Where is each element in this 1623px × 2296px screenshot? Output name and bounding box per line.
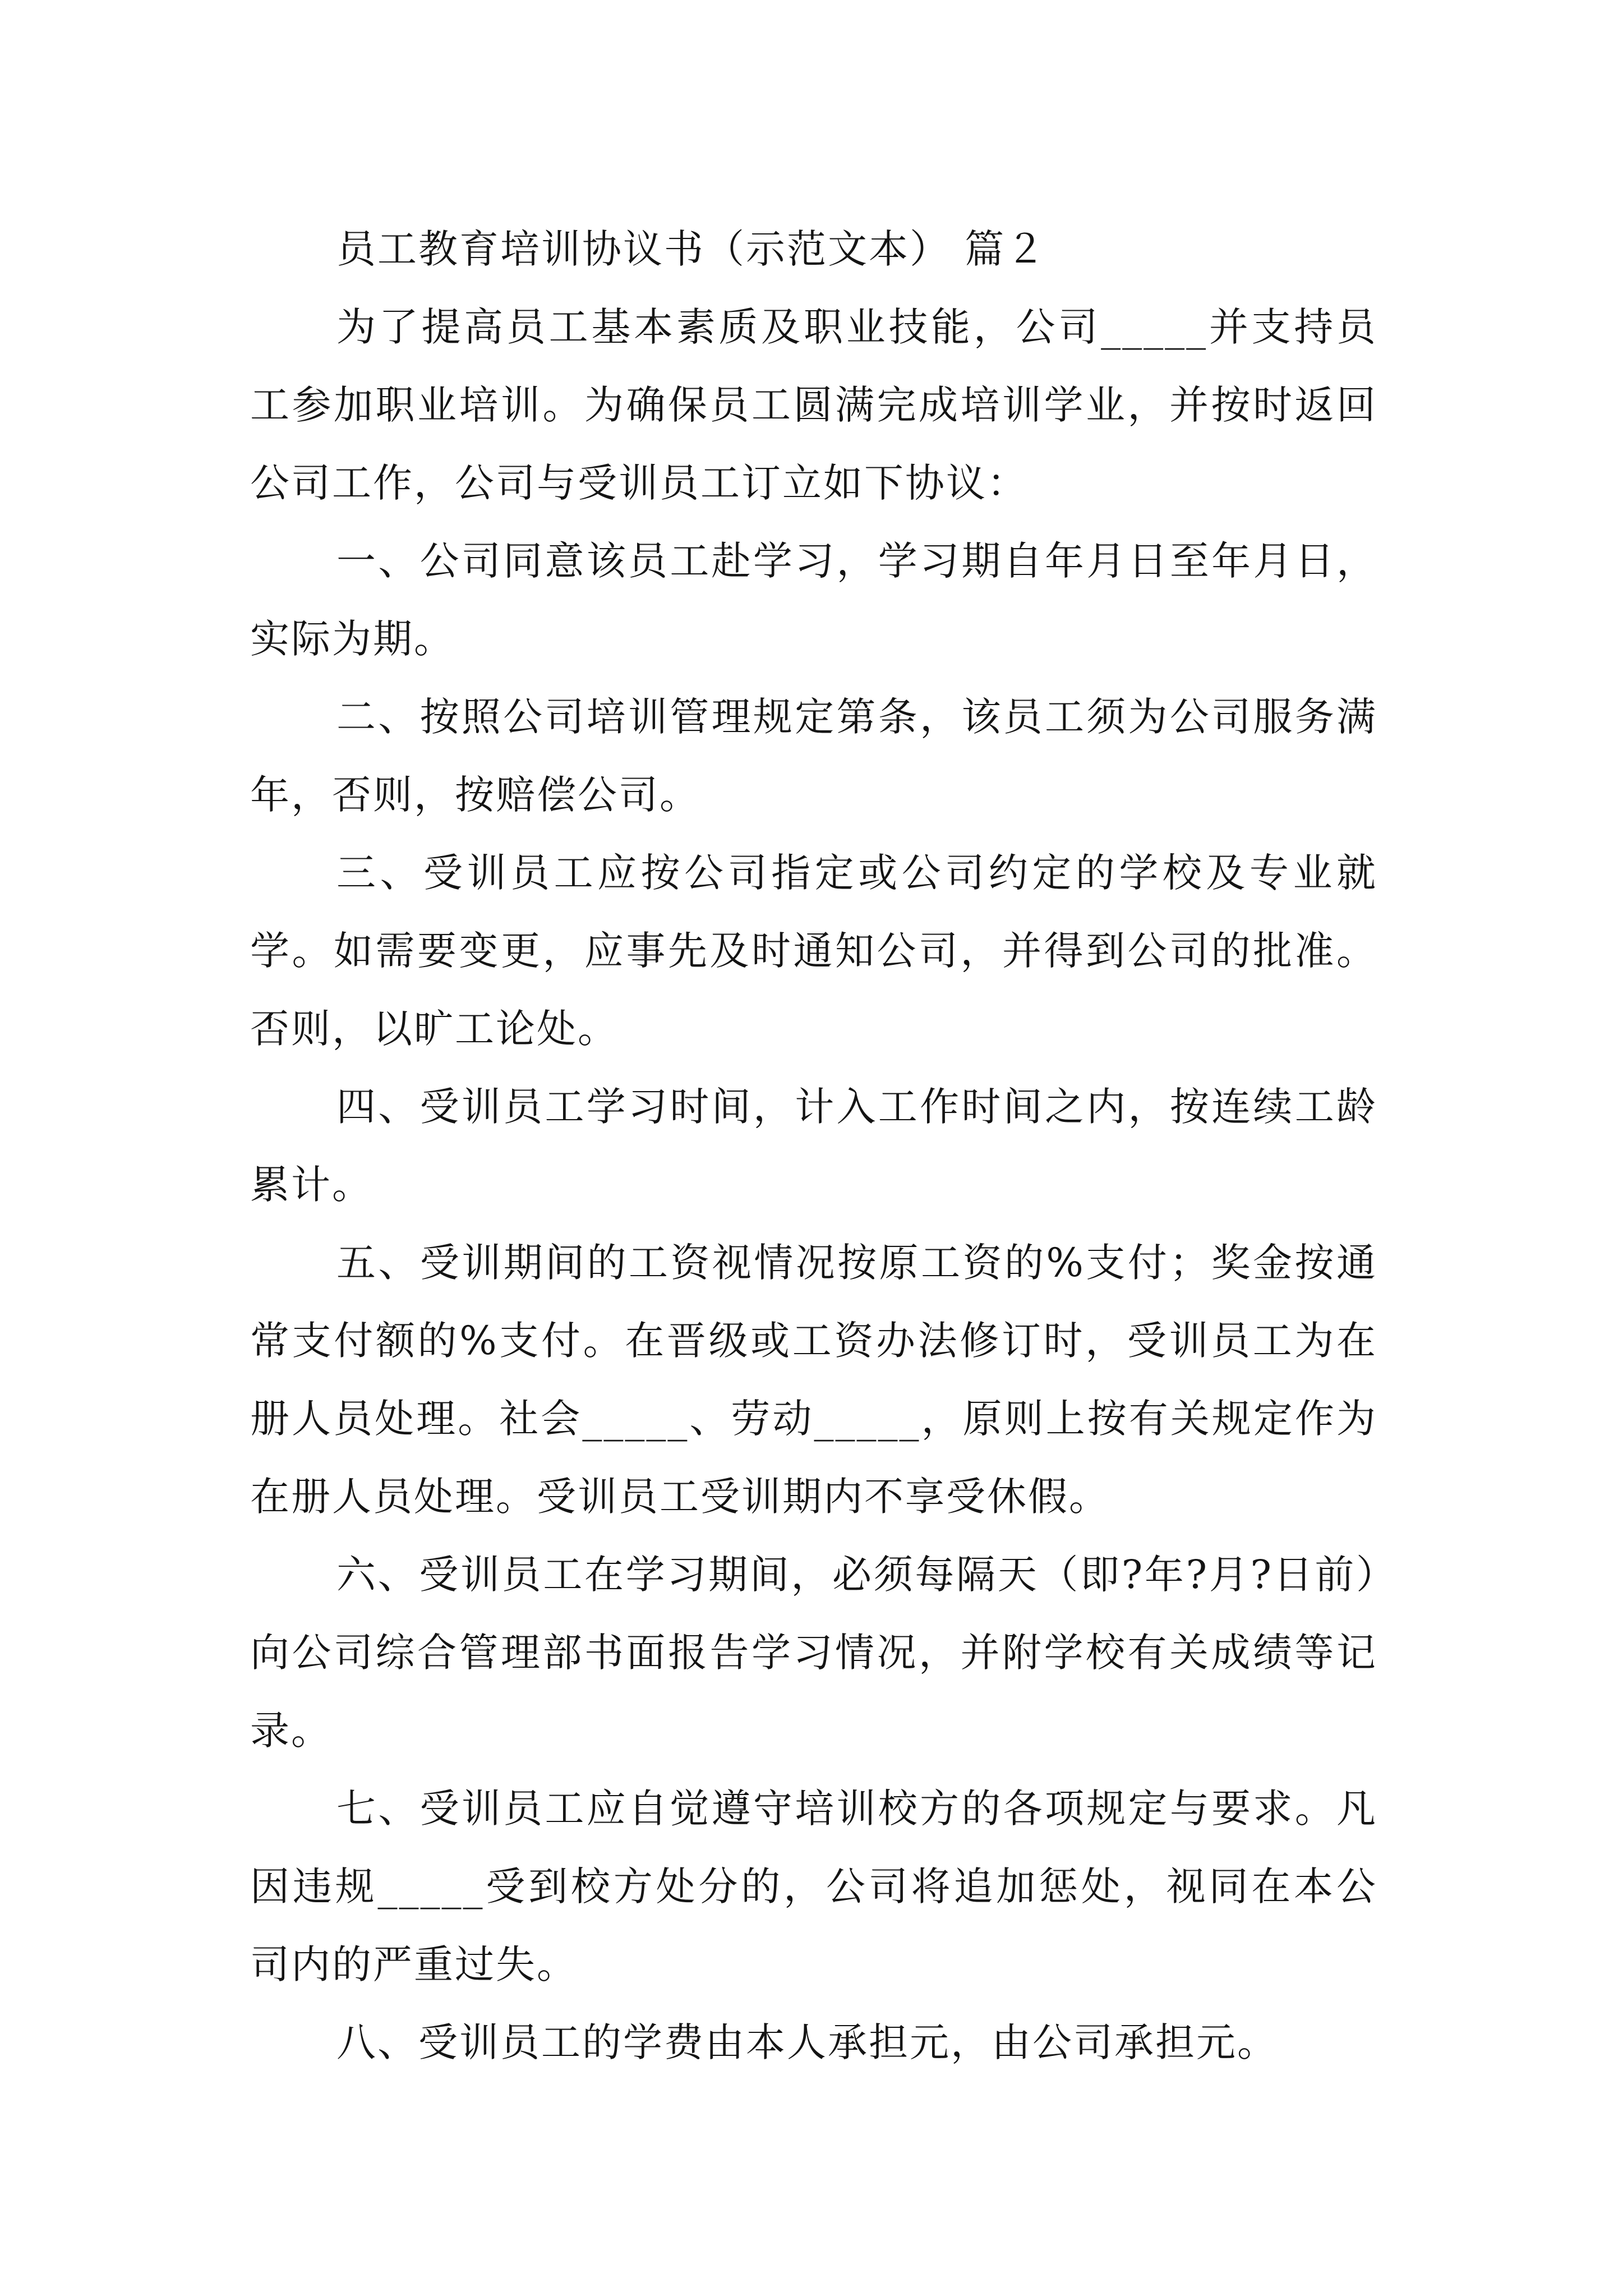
document-body: [250, 210, 1377, 2082]
paragraph-clause-5: 五、受训期间的工资视情况按原工资的%支付；奖金按通常支付额的%支付。在晋级或工资办法修订时，受训员工为在册人员处理。社会_____、劳动_____，原则上按有关规定作为在册人员处理。受训员工受训期内不享受休假。: [250, 1240, 1377, 1520]
document-title: 员工教育培训协议书（示范文本） 篇２: [336, 226, 1047, 272]
paragraph-clause-3: 三、受训员工应按公司指定或公司约定的学校及专业就学。如需要变更，应事先及时通知公司，并得到公司的批准。否则，以旷工论处。: [250, 850, 1377, 1052]
paragraph-clause-4: 四、受训员工学习时间，计入工作时间之内，按连续工龄累计。: [250, 1084, 1377, 1208]
paragraph-clause-6: 六、受训员工在学习期间，必须每隔天（即?年?月?日前）向公司综合管理部书面报告学习情况，并附学校有关成绩等记录。: [250, 1552, 1377, 1754]
paragraph-clause-1: 一、公司同意该员工赴学习，学习期自年月日至年月日，实际为期。: [250, 538, 1377, 662]
paragraph-clause-2: 二、按照公司培训管理规定第条，该员工须为公司服务满年，否则，按赔偿公司。: [250, 694, 1377, 818]
paragraph-clause-8: 八、受训员工的学费由本人承担元，由公司承担元。: [336, 2019, 1278, 2065]
paragraph-clause-7: 七、受训员工应自觉遵守培训校方的各项规定与要求。凡因违规_____受到校方处分的，公司将追加惩处，视同在本公司内的严重过失。: [250, 1786, 1377, 1987]
paragraph-intro: 为了提高员工基本素质及职业技能，公司_____并支持员工参加职业培训。为确保员工圆满完成培训学业，并按时返回公司工作，公司与受训员工订立如下协议：: [250, 304, 1377, 506]
